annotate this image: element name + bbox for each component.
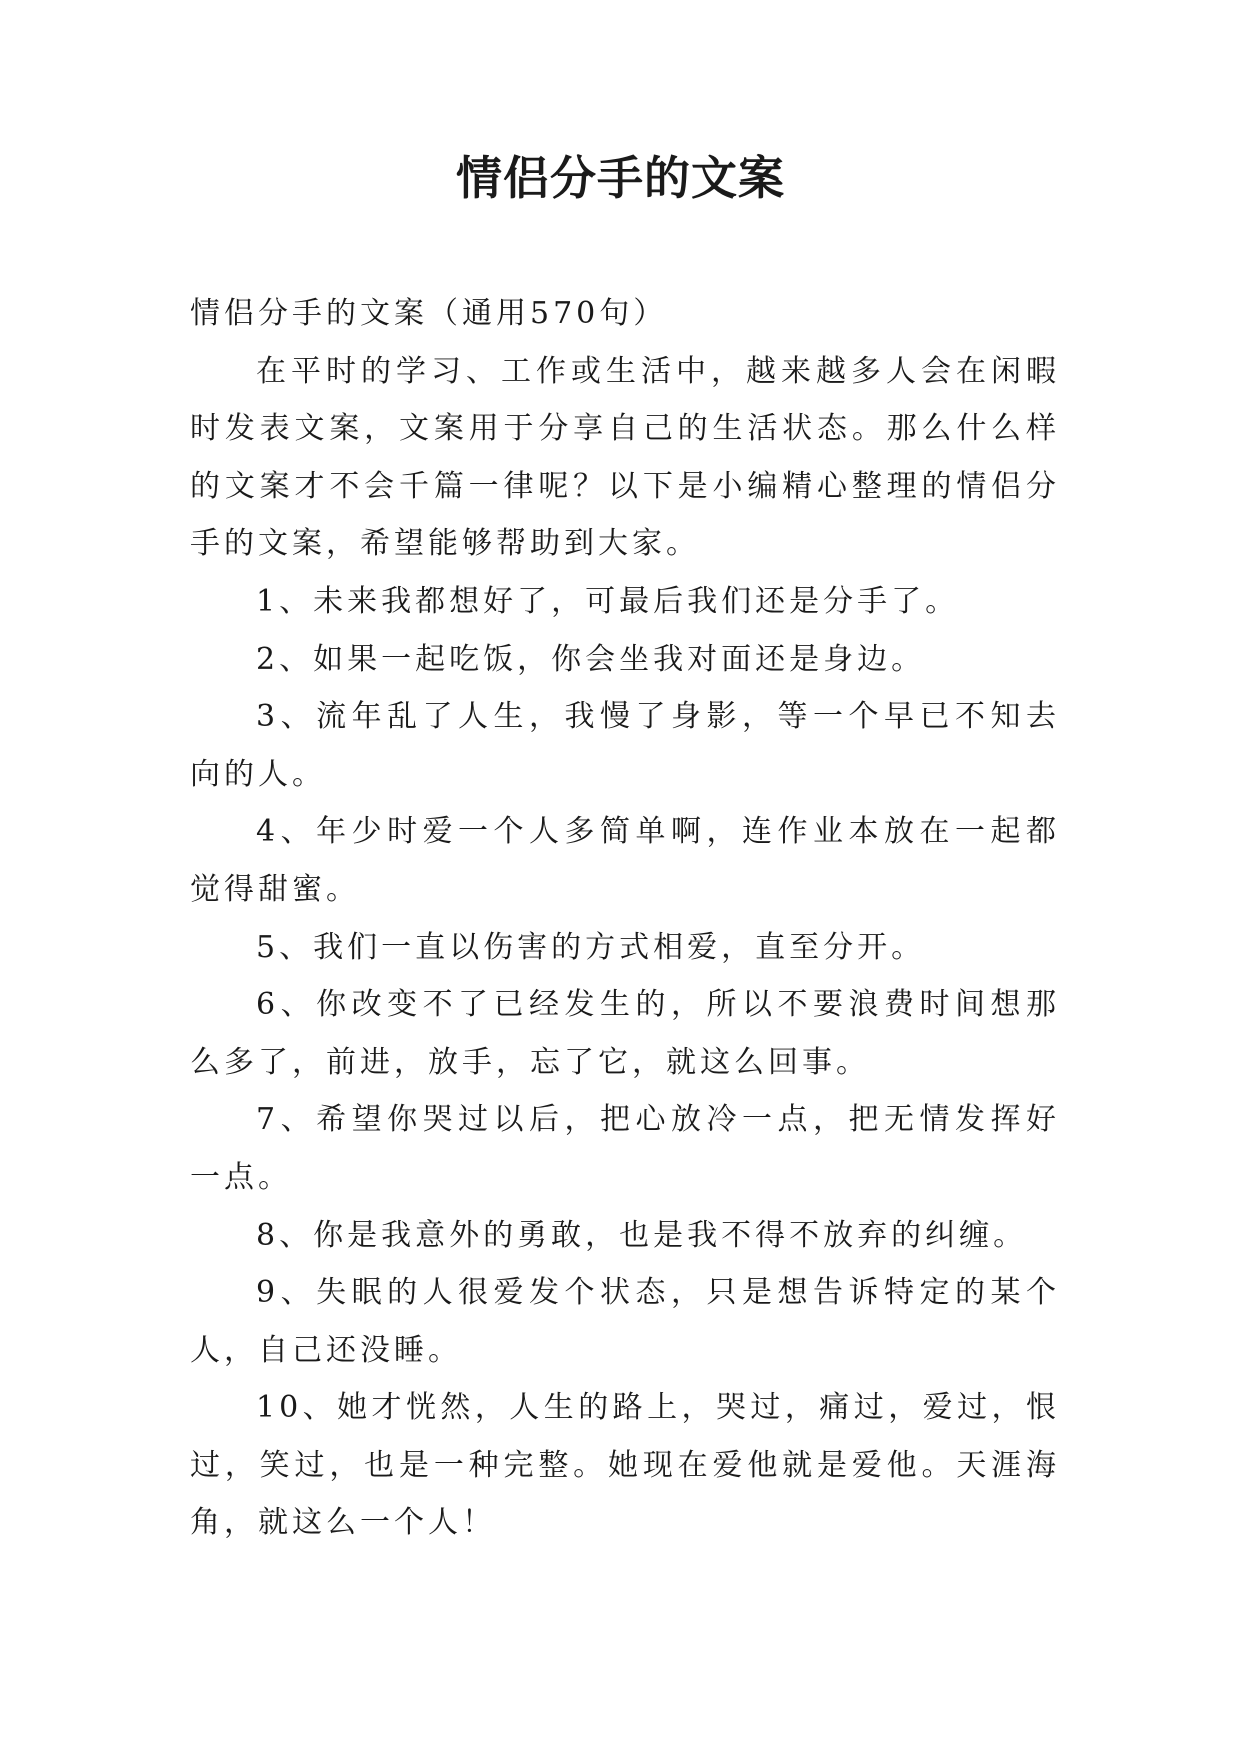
list-item: 8、你是我意外的勇敢，也是我不得不放弃的纠缠。 [256,1217,1028,1253]
list-item: 3、流年乱了人生，我慢了身影，等一个早已不知去向的人。 [190,699,1060,792]
list-item: 9、失眠的人很爱发个状态，只是想告诉特定的某个人，自己还没睡。 [190,1275,1060,1368]
list-item: 7、希望你哭过以后，把心放冷一点，把无情发挥好一点。 [190,1102,1060,1195]
list-item: 10、她才恍然，人生的路上，哭过，痛过，爱过，恨过，笑过，也是一种完整。她现在爱他就是爱他。天涯海角，就这么一个人！ [190,1390,1060,1541]
document-body [190,285,1060,1552]
list-item: 6、你改变不了已经发生的，所以不要浪费时间想那么多了，前进，放手，忘了它，就这么回事。 [190,987,1060,1080]
list-item: 4、年少时爱一个人多简单啊，连作业本放在一起都觉得甜蜜。 [190,814,1060,907]
list-item: 5、我们一直以伤害的方式相爱，直至分开。 [256,929,926,965]
intro-paragraph: 在平时的学习、工作或生活中，越来越多人会在闲暇时发表文案，文案用于分享自己的生活状态。那么什么样的文案才不会千篇一律呢？以下是小编精心整理的情侣分手的文案，希望能够帮助到大家。 [190,353,1060,562]
document-subtitle: 情侣分手的文案（通用570句） [190,296,668,331]
list-item: 2、如果一起吃饭，你会坐我对面还是身边。 [256,641,926,677]
list-item: 1、未来我都想好了，可最后我们还是分手了。 [256,583,960,619]
document-title: 情侣分手的文案 [456,151,785,205]
